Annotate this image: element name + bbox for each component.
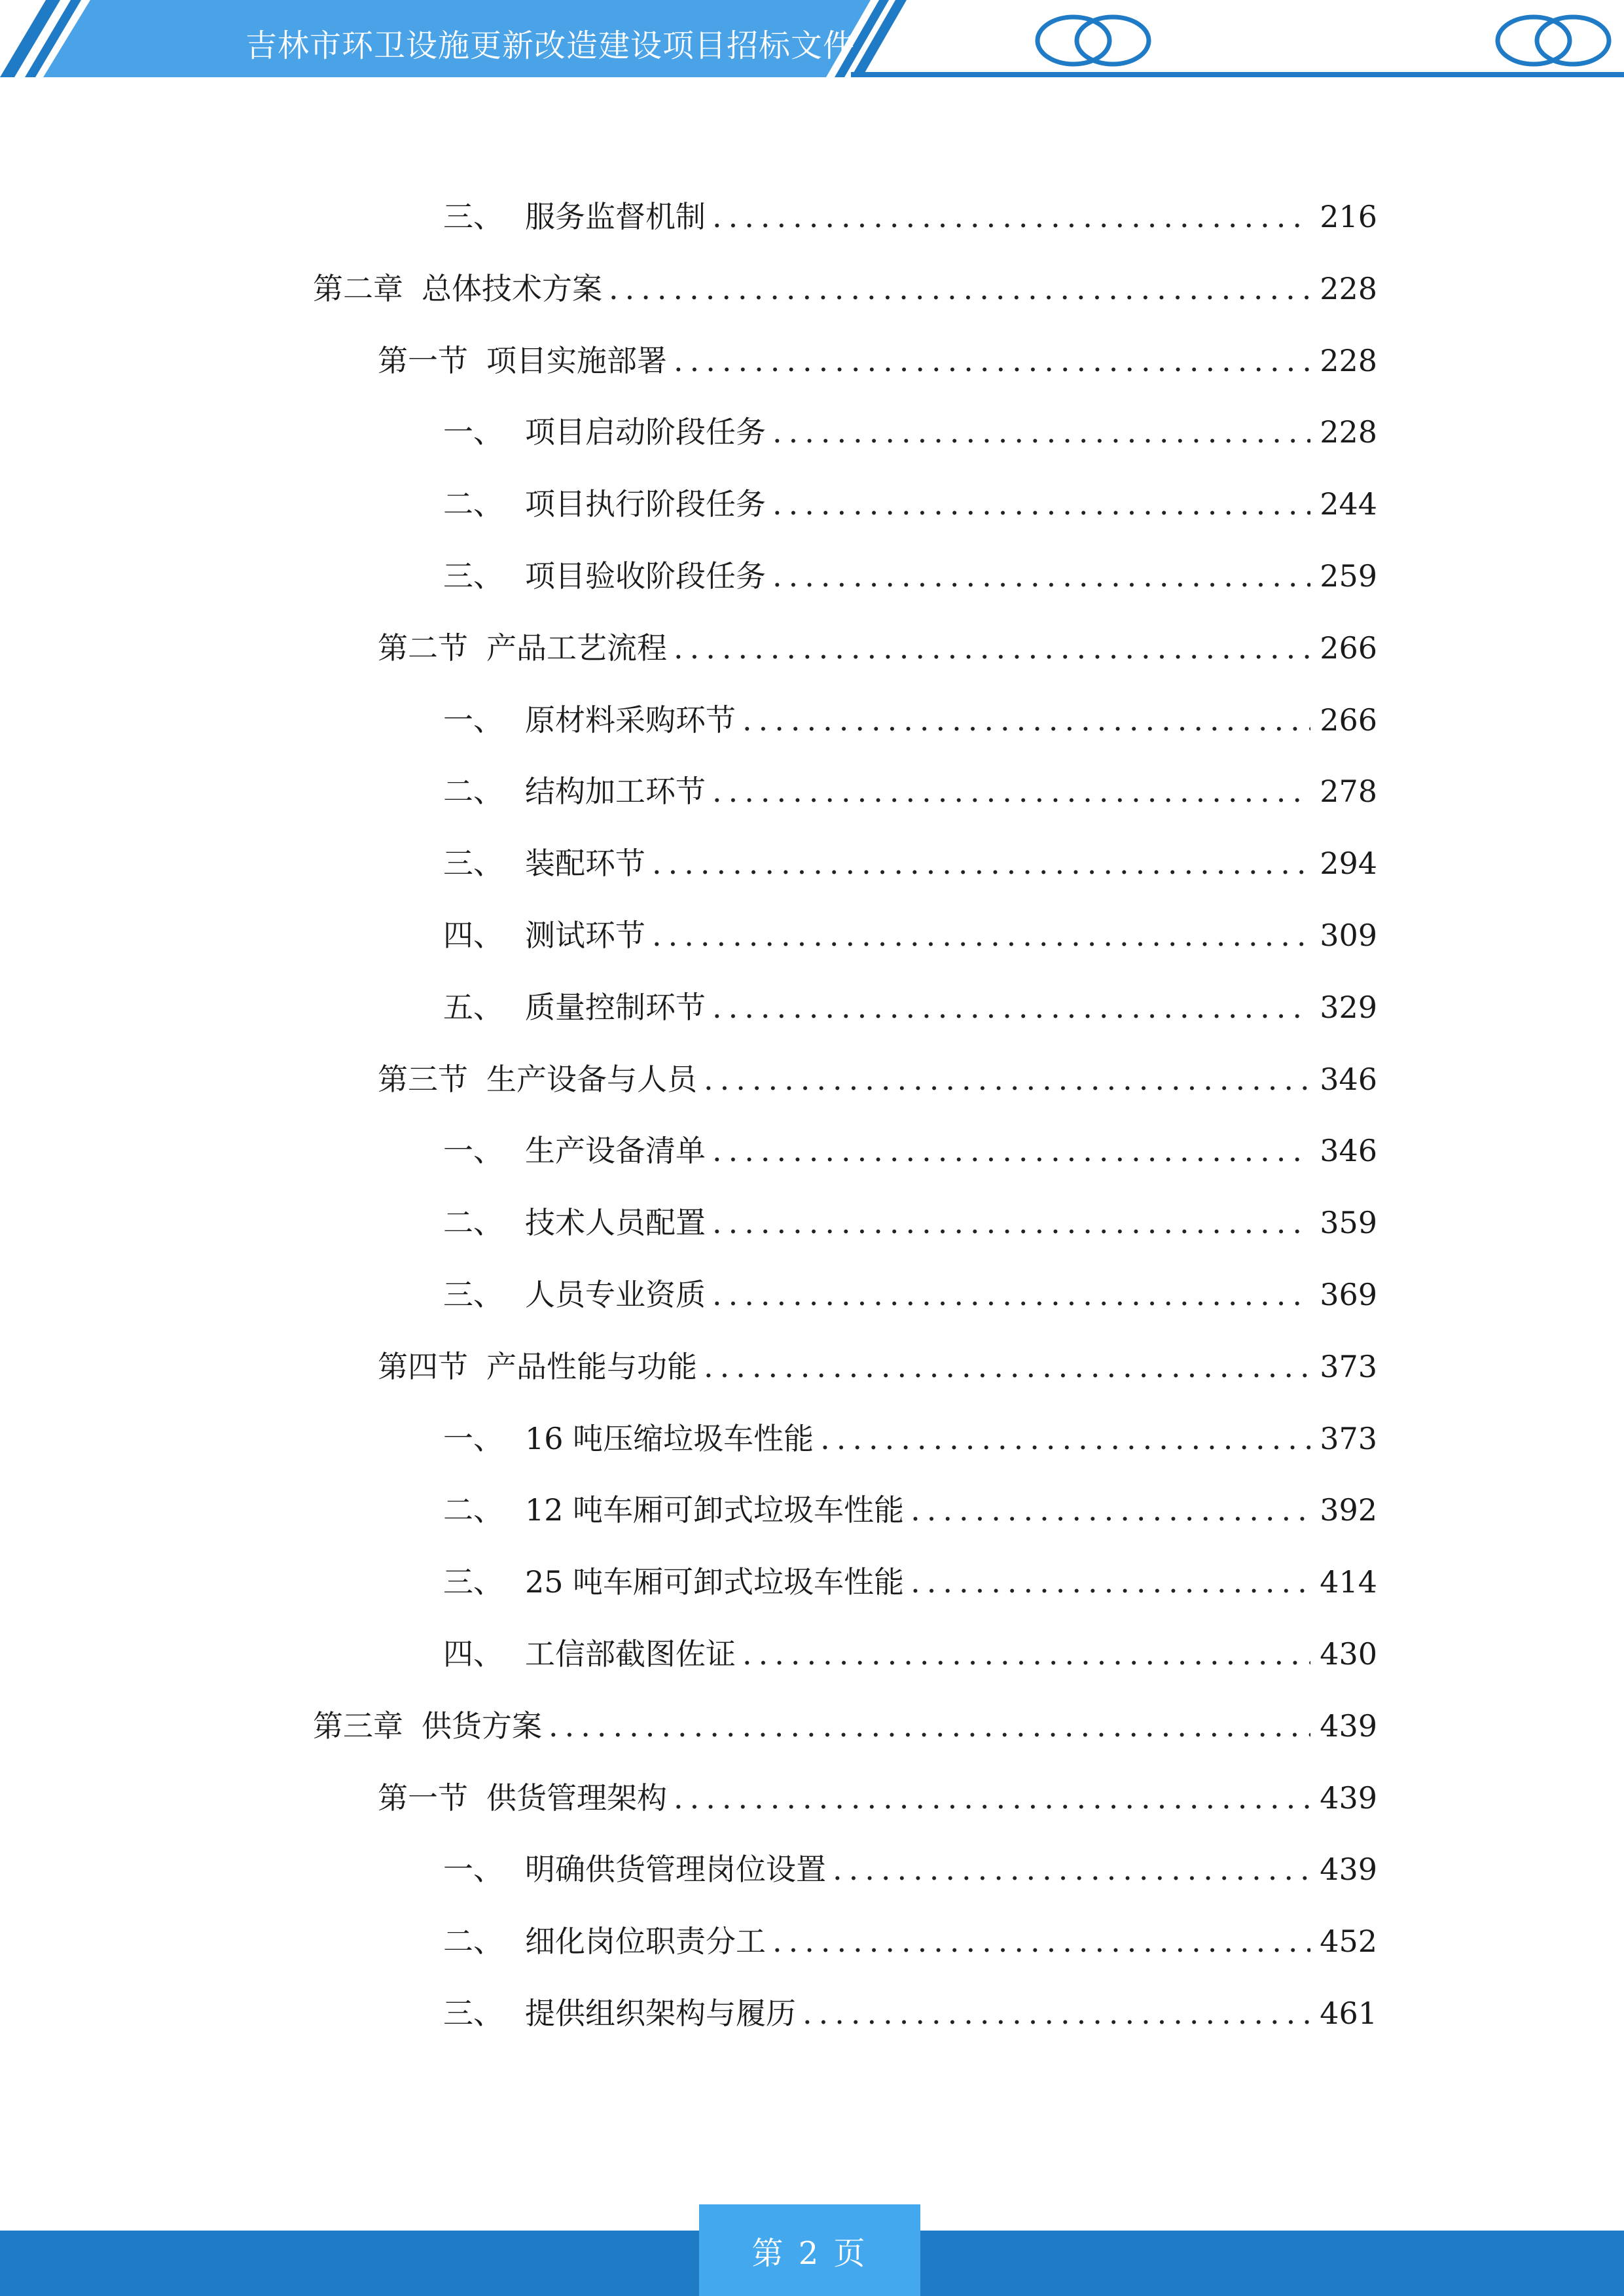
toc-entry-page: 439 [1320,1852,1377,1888]
toc-entry-page: 228 [1320,342,1377,378]
toc-entry-page: 373 [1320,1420,1377,1456]
toc-entry[interactable] [443,768,1377,814]
toc-entry-title: 供货方案 [422,1708,542,1744]
toc-dot-leader [674,625,1310,671]
toc-entry[interactable] [378,1056,1377,1102]
toc-dot-leader [704,1344,1310,1390]
toc-entry-title: 细化岗位职责分工 [525,1924,766,1960]
toc-entry-title: 技术人员配置 [525,1205,706,1241]
toc-entry[interactable] [443,194,1377,240]
toc-entry-page: 309 [1320,918,1377,953]
toc-entry-title: 工信部截图佐证 [525,1636,736,1672]
toc-entry-title: 25 吨车厢可卸式垃圾车性能 [525,1564,905,1600]
toc-entry-title: 服务监督机制 [525,199,706,234]
toc-dot-leader [772,409,1310,455]
page-number: 第 2 页 [699,2204,920,2296]
toc-entry[interactable] [443,1559,1377,1605]
toc-entry-number: 一、 [443,1133,503,1169]
toc-entry-number: 第一节 [378,342,468,378]
toc-entry-number: 四、 [443,1636,503,1672]
toc-entry-page: 373 [1320,1348,1377,1384]
toc-entry-page: 392 [1320,1492,1377,1528]
toc-entry-page: 346 [1320,1133,1377,1169]
toc-dot-leader [833,1846,1310,1892]
toc-entry-page: 439 [1320,1780,1377,1816]
toc-entry-number: 第三节 [378,1061,468,1097]
toc-entry[interactable] [443,1416,1377,1462]
toc-entry-number: 二、 [443,1924,503,1960]
toc-entry-title: 原材料采购环节 [525,702,736,738]
toc-entry-page: 294 [1320,846,1377,882]
toc-dot-leader [609,266,1310,312]
toc-entry-page: 346 [1320,1061,1377,1097]
toc-dot-leader [911,1487,1310,1533]
toc-dot-leader [549,1703,1310,1749]
toc-dot-leader [742,697,1310,743]
toc-entry-number: 一、 [443,1852,503,1888]
toc-entry-number: 三、 [443,1277,503,1312]
toc-entry-number: 三、 [443,558,503,594]
toc-entry[interactable] [443,1200,1377,1246]
toc-entry-page: 430 [1320,1636,1377,1672]
toc-entry-number: 第二章 [313,270,403,306]
toc-entry-page: 244 [1320,486,1377,522]
toc-entry[interactable] [443,1990,1377,2036]
toc-entry-title: 测试环节 [525,918,645,953]
toc-entry-title: 提供组织架构与履历 [525,1996,796,2031]
toc-entry-title: 人员专业资质 [525,1277,706,1312]
toc-entry-number: 二、 [443,1205,503,1241]
toc-entry-title: 装配环节 [525,846,645,882]
toc-entry[interactable] [443,697,1377,743]
document-title: 吉林市环卫设施更新改造建设项目招标文件 [245,27,856,64]
toc-entry-page: 439 [1320,1708,1377,1744]
toc-entry-number: 一、 [443,414,503,450]
toc-entry-title: 质量控制环节 [525,989,706,1025]
toc-entry[interactable] [443,1272,1377,1318]
toc-entry[interactable] [443,481,1377,527]
toc-entry[interactable] [378,1775,1377,1821]
toc-dot-leader [742,1631,1310,1677]
toc-entry-page: 259 [1320,558,1377,594]
toc-entry-number: 一、 [443,1420,503,1456]
toc-entry-page: 228 [1320,414,1377,450]
toc-dot-leader [704,1056,1310,1102]
toc-entry-number: 三、 [443,1996,503,2031]
toc-entry[interactable] [443,840,1377,886]
toc-entry-title: 结构加工环节 [525,774,706,810]
toc-entry-page: 359 [1320,1205,1377,1241]
toc-entry[interactable] [443,912,1377,958]
toc-entry-title: 产品性能与功能 [486,1348,697,1384]
toc-entry-number: 三、 [443,1564,503,1600]
toc-entry-title: 供货管理架构 [486,1780,667,1816]
header-rule [851,72,1624,77]
toc-dot-leader [712,768,1310,814]
toc-entry-page: 266 [1320,702,1377,738]
toc-entry-title: 明确供货管理岗位设置 [525,1852,826,1888]
toc-entry[interactable] [443,1918,1377,1964]
toc-entry-title: 项目实施部署 [486,342,667,378]
toc-dot-leader [772,481,1310,527]
toc-entry-number: 第四节 [378,1348,468,1384]
toc-dot-leader [712,1200,1310,1246]
toc-entry-number: 二、 [443,1492,503,1528]
toc-entry[interactable] [443,1487,1377,1533]
toc-entry[interactable] [313,266,1377,312]
toc-entry-title: 产品工艺流程 [486,630,667,666]
toc-dot-leader [803,1990,1310,2036]
toc-entry-number: 二、 [443,486,503,522]
rings-logo-icon-right [1498,17,1609,64]
toc-entry-page: 369 [1320,1277,1377,1312]
toc-entry-title: 生产设备与人员 [486,1061,697,1097]
toc-entry-number: 三、 [443,846,503,882]
toc-entry-title: 总体技术方案 [422,270,602,306]
toc-dot-leader [712,1272,1310,1318]
toc-entry[interactable] [378,625,1377,671]
toc-entry-number: 第二节 [378,630,468,666]
rings-logo-icon [1038,17,1149,64]
toc-entry-page: 228 [1320,270,1377,306]
page-header [0,0,1624,92]
toc-dot-leader [712,984,1310,1030]
toc-entry[interactable] [443,1846,1377,1892]
toc-entry-page: 216 [1320,199,1377,234]
toc-dot-leader [712,1128,1310,1174]
toc-dot-leader [772,1918,1310,1964]
toc-dot-leader [772,553,1310,599]
toc-entry-number: 第三章 [313,1708,403,1744]
toc-entry-title: 项目执行阶段任务 [525,486,766,522]
toc-entry-number: 一、 [443,702,503,738]
toc-entry-number: 五、 [443,989,503,1025]
toc-entry-number: 二、 [443,774,503,810]
toc-entry-title: 16 吨压缩垃圾车性能 [525,1420,814,1456]
toc-dot-leader [820,1416,1310,1462]
toc-entry-title: 生产设备清单 [525,1133,706,1169]
toc-entry-title: 项目验收阶段任务 [525,558,766,594]
toc-entry-page: 278 [1320,774,1377,810]
toc-entry-page: 266 [1320,630,1377,666]
toc-dot-leader [712,194,1310,240]
toc-entry-page: 414 [1320,1564,1377,1600]
toc-entry-page: 329 [1320,989,1377,1025]
toc-entry-number: 第一节 [378,1780,468,1816]
toc-entry[interactable] [378,338,1377,384]
toc-entry[interactable] [443,984,1377,1030]
toc-entry[interactable] [443,409,1377,455]
toc-dot-leader [652,912,1310,958]
toc-dot-leader [674,338,1310,384]
toc-entry-number: 四、 [443,918,503,953]
toc-entry[interactable] [443,1631,1377,1677]
toc-entry-title: 项目启动阶段任务 [525,414,766,450]
toc-dot-leader [652,840,1310,886]
toc-entry-page: 461 [1320,1996,1377,2031]
toc-entry[interactable] [313,1703,1377,1749]
toc-dot-leader [674,1775,1310,1821]
toc-entry[interactable] [443,553,1377,599]
toc-dot-leader [911,1559,1310,1605]
toc-entry[interactable] [378,1344,1377,1390]
toc-entry-title: 12 吨车厢可卸式垃圾车性能 [525,1492,905,1528]
toc-entry-number: 三、 [443,199,503,234]
toc-entry-page: 452 [1320,1924,1377,1960]
toc-entry[interactable] [443,1128,1377,1174]
